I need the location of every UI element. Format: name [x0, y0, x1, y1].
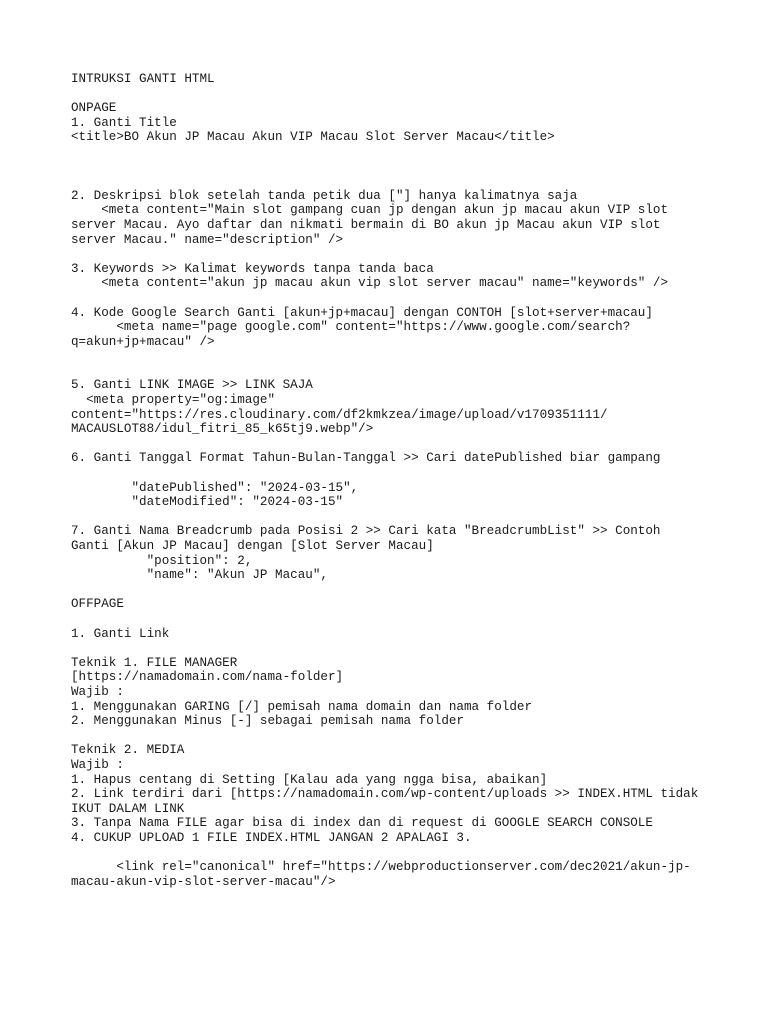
document-line: 2. Link terdiri dari [https://namadomain.com/wp-content/uploads >> INDEX.HTML tidak	[71, 787, 699, 802]
document-line: 2. Menggunakan Minus [-] sebagai pemisah nama folder	[71, 714, 464, 729]
document-line: Teknik 1. FILE MANAGER	[71, 655, 238, 670]
document-line	[71, 641, 711, 656]
document-line: "position": 2,	[71, 553, 253, 568]
document-line: 1. Menggunakan GARING [/] pemisah nama domain dan nama folder	[71, 699, 533, 714]
document-line: [https://namadomain.com/nama-folder]	[71, 670, 344, 685]
document-body	[71, 72, 711, 889]
document-line: <meta property="og:image"	[71, 393, 276, 408]
document-line: MACAUSLOT88/idul_fitri_85_k65tj9.webp"/>	[71, 422, 374, 437]
document-line: q=akun+jp+macau" />	[71, 334, 215, 349]
document-line: <link rel="canonical" href="https://webproductionserver.com/dec2021/akun-jp-	[71, 860, 691, 875]
document-line	[71, 174, 711, 189]
document-line: "name": "Akun JP Macau",	[71, 568, 328, 583]
document-line	[71, 145, 711, 160]
document-line: macau-akun-vip-slot-server-macau"/>	[71, 874, 336, 889]
document-line	[71, 845, 711, 860]
document-line	[71, 466, 711, 481]
document-line: 4. Kode Google Search Ganti [akun+jp+macau] dengan CONTOH [slot+server+macau]	[71, 305, 653, 320]
document-line: <meta name="page google.com" content="https://www.google.com/search?	[71, 320, 631, 335]
document-line: 2. Deskripsi blok setelah tanda petik dua ["] hanya kalimatnya saja	[71, 188, 578, 203]
document-line	[71, 612, 711, 627]
document-line: server Macau." name="description" />	[71, 232, 344, 247]
document-line: content="https://res.cloudinary.com/df2kmkzea/image/upload/v1709351111/	[71, 407, 608, 422]
document-line	[71, 729, 711, 744]
document-line: <meta content="Main slot gampang cuan jp dengan akun jp macau akun VIP slot	[71, 203, 669, 218]
document-line: 3. Tanpa Nama FILE agar bisa di index dan di request di GOOGLE SEARCH CONSOLE	[71, 816, 653, 831]
document-line: 5. Ganti LINK IMAGE >> LINK SAJA	[71, 378, 313, 393]
document-line: INTRUKSI GANTI HTML	[71, 72, 215, 86]
document-line	[71, 583, 711, 598]
document-line: 3. Keywords >> Kalimat keywords tanpa tanda baca	[71, 261, 434, 276]
document-line: server Macau. Ayo daftar dan nikmati bermain di BO akun jp Macau akun VIP slot	[71, 217, 661, 232]
document-line	[71, 364, 711, 379]
document-line: "datePublished": "2024-03-15",	[71, 480, 359, 495]
document-line: "dateModified": "2024-03-15"	[71, 495, 344, 510]
document-line: Ganti [Akun JP Macau] dengan [Slot Server Macau]	[71, 539, 434, 553]
document-line: Wajib :	[71, 684, 124, 699]
document-line: <title>BO Akun JP Macau Akun VIP Macau Slot Server Macau</title>	[71, 130, 555, 145]
document-line: 1. Hapus centang di Setting [Kalau ada yang ngga bisa, abaikan]	[71, 772, 548, 787]
document-line: IKUT DALAM LINK	[71, 801, 185, 816]
document-line: 4. CUKUP UPLOAD 1 FILE INDEX.HTML JANGAN 2 APALAGI 3.	[71, 830, 472, 845]
document-line: 1. Ganti Link	[71, 626, 170, 641]
document-line	[71, 247, 711, 262]
document-line: <meta content="akun jp macau akun vip slot server macau" name="keywords" />	[71, 276, 669, 291]
document-line: 7. Ganti Nama Breadcrumb pada Posisi 2 >> Cari kata "BreadcrumbList" >> Contoh	[71, 524, 661, 539]
document-line: ONPAGE	[71, 101, 117, 116]
document-line	[71, 437, 711, 452]
document-line	[71, 160, 711, 175]
document-line: 6. Ganti Tanggal Format Tahun-Bulan-Tanggal >> Cari datePublished biar gampang	[71, 451, 661, 466]
document-line: 1. Ganti Title	[71, 115, 177, 130]
document-line	[71, 87, 711, 102]
document-line	[71, 510, 711, 525]
document-line	[71, 291, 711, 306]
document-line	[71, 349, 711, 364]
document-line: Teknik 2. MEDIA	[71, 743, 185, 758]
document-line: OFFPAGE	[71, 597, 124, 612]
document-line: Wajib :	[71, 757, 124, 772]
